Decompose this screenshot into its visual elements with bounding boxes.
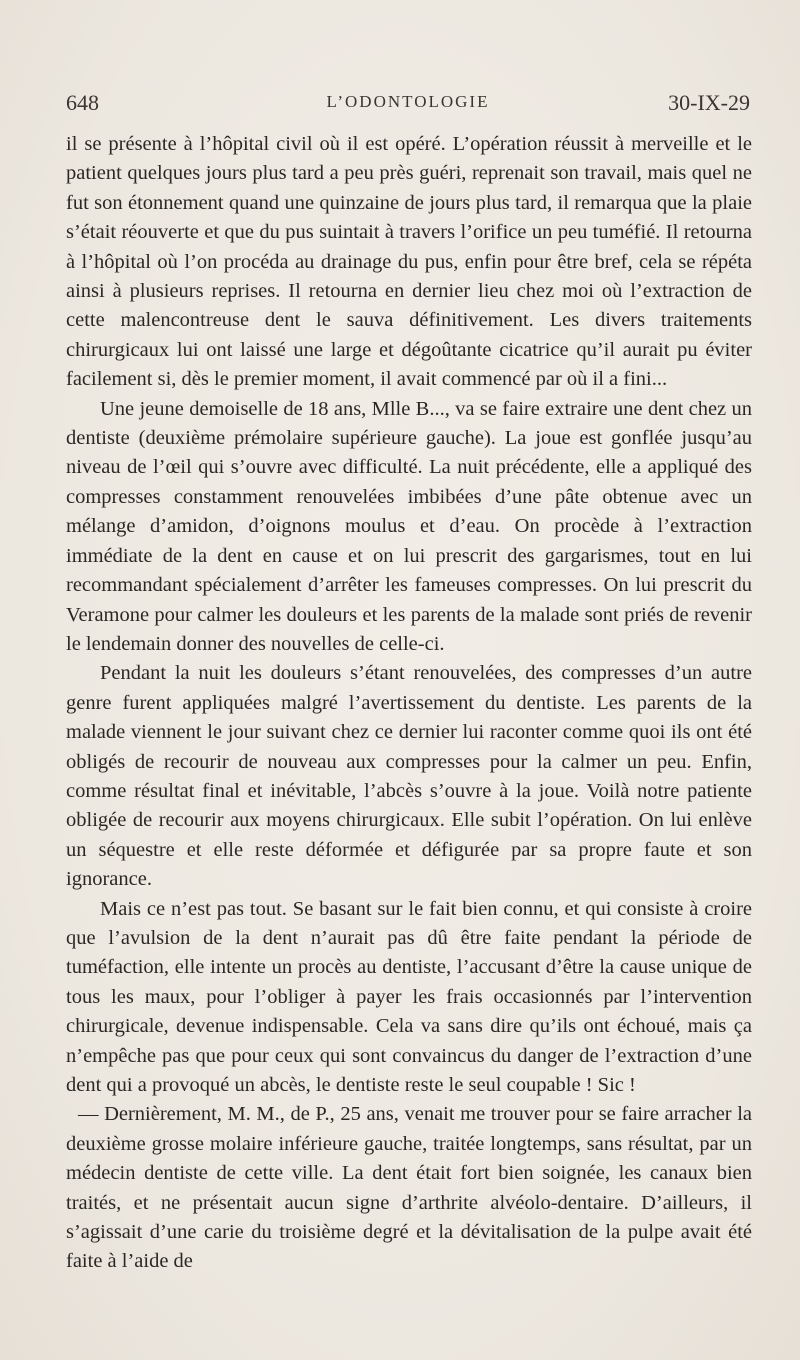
- issue-date: 30-IX-29: [668, 90, 750, 115]
- paragraph: Pendant la nuit les douleurs s’étant renouvelées, des compresses d’un autre genre furent appliquées malgré l’avertissement du dentiste. Les parents de la malade viennent le jour suivant chez ce dernier lui raconter comme quoi ils ont été obligés de recourir de nouveau aux compresses pour la calmer un peu. Enfin, comme résultat final et inévitable, l’abcès s’ouvre à la joue. Voilà notre patiente obligée de recourir aux moyens chirurgicaux. Elle subit l’opération. On lui enlève un séquestre et elle reste déformée et défigurée par sa propre faute et son ignorance.: [66, 662, 752, 891]
- page-header: [66, 90, 750, 120]
- page-number: 648: [66, 90, 99, 115]
- paragraph: — Dernièrement, M. M., de P., 25 ans, venait me trouver pour se faire arracher la deuxième grosse molaire inférieure gauche, traitée longtemps, sans résultat, par un médecin dentiste de cette ville. La dent était fort bien soignée, les canaux bien traités, et ne présentait aucun signe d’arthrite alvéolo-dentaire. D’ailleurs, il s’agissait d’une carie du troisième degré et la dévitalisation de la pulpe avait été faite à l’aide de: [66, 1103, 752, 1273]
- running-title: L’ODONTOLOGIE: [326, 92, 490, 111]
- paragraph: Mais ce n’est pas tout. Se basant sur le fait bien connu, et qui consiste à croire que l’avulsion de la dent n’aurait pas dû être faite pendant la période de tuméfaction, elle intente un procès au dentiste, l’accusant d’être la cause unique de tous les maux, pour l’obliger à payer les frais occasionnés par l’intervention chirurgicale, devenue indispensable. Cela va sans dire qu’ils ont échoué, mais ça n’empêche pas que pour ceux qui sont convaincus du danger de l’extraction d’une dent qui a provoqué un abcès, le dentiste reste le seul coupable ! Sic !: [66, 897, 752, 1096]
- paragraph-continued: il se présente à l’hôpital civil où il est opéré. L’opération réussit à merveille et le patient quelques jours plus tard a peu près guéri, reprenait son travail, mais quel ne fut son étonnement quand une quinzaine de jours plus tard, il remarqua que la plaie s’était réouverte et que du pus suintait à travers l’orifice un peu tuméfié. Il retourna à l’hôpital où l’on procéda au drainage du pus, enfin pour être bref, cela se répéta ainsi à plusieurs reprises. Il retourna en dernier lieu chez moi où l’extraction de cette malencontreuse dent le sauva définitivement. Les divers traitements chirurgicaux lui ont laissé une large et dégoûtante cicatrice qu’il aurait pu éviter facilement si, dès le premier moment, il avait commencé par où il a fini...: [66, 133, 752, 391]
- body-text: [66, 130, 752, 1277]
- paragraph: Une jeune demoiselle de 18 ans, Mlle B..., va se faire extraire une dent chez un dentiste (deuxième prémolaire supérieure gauche). La joue est gonflée jusqu’au niveau de l’œil qui s’ouvre avec difficulté. La nuit précédente, elle a appliqué des compresses constamment renouvelées imbibées d’une pâte obtenue avec un mélange d’amidon, d’oignons moulus et d’eau. On procède à l’extraction immédiate de la dent en cause et on lui prescrit des gargarismes, tout en lui recommandant spécialement d’arrêter les fameuses compresses. On lui prescrit du Veramone pour calmer les douleurs et les parents de la malade sont priés de revenir le lendemain donner des nouvelles de celle-ci.: [66, 397, 752, 655]
